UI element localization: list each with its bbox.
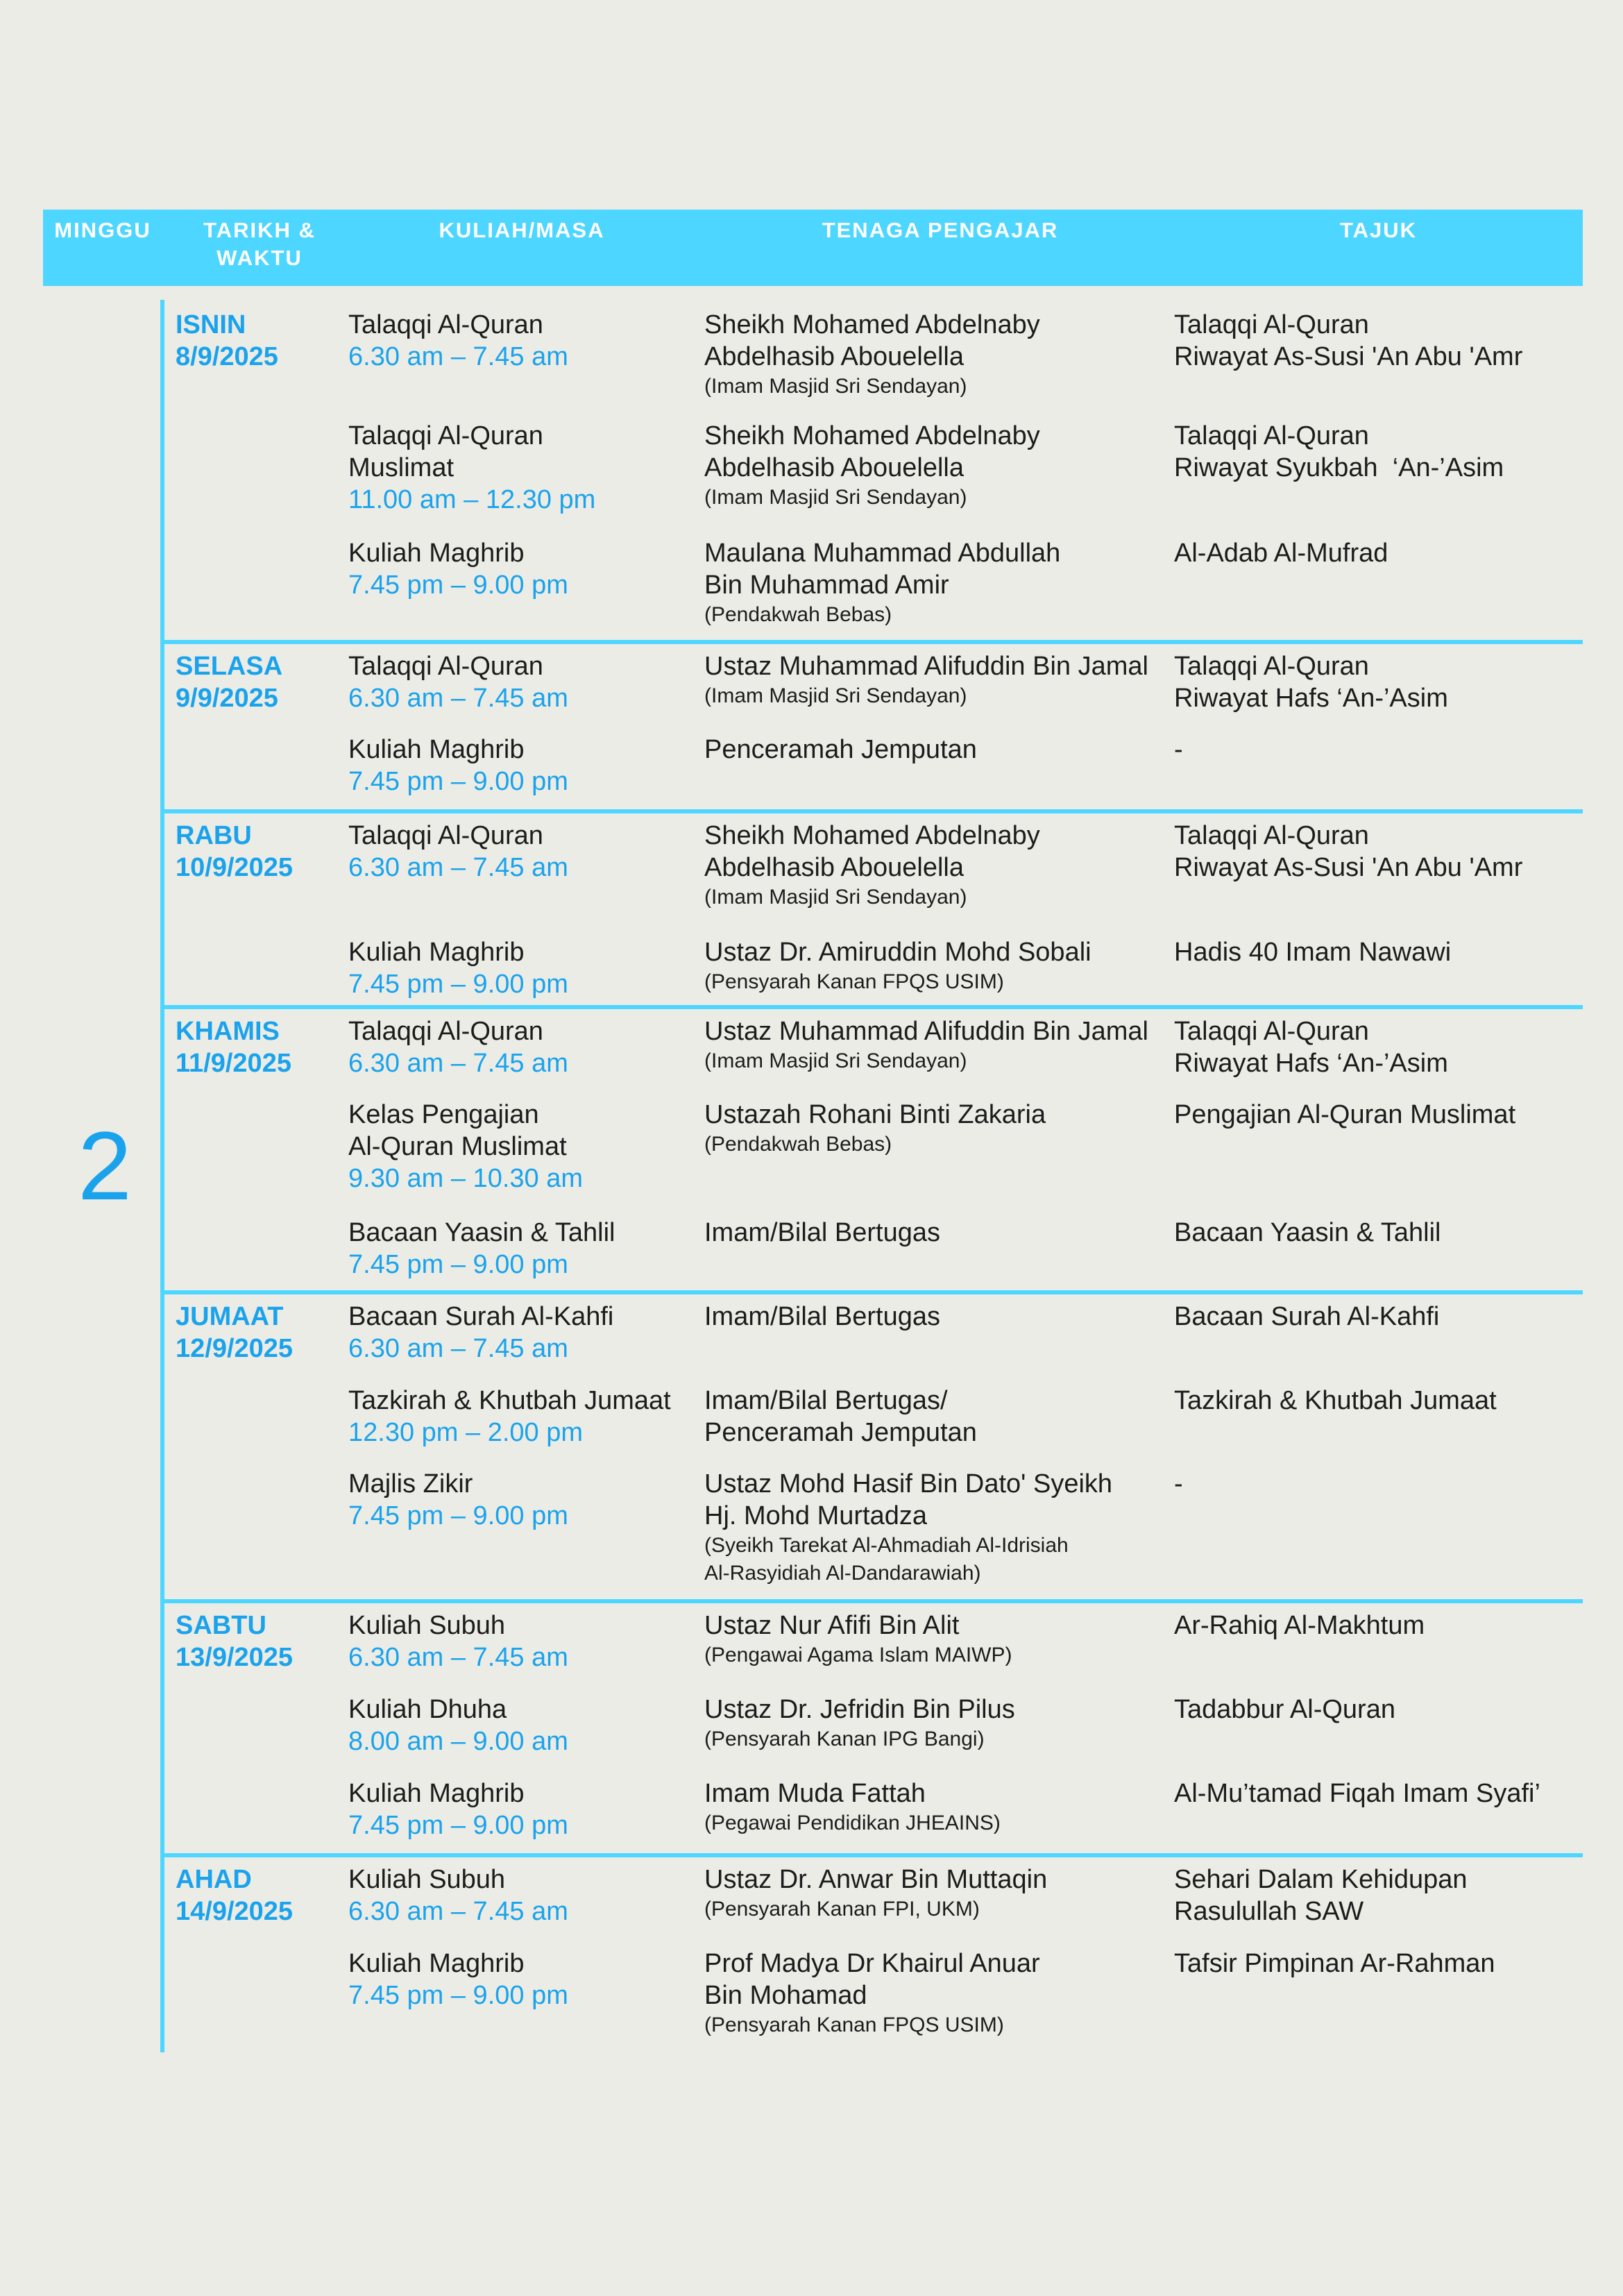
session-time: 6.30 am – 7.45 am: [348, 1643, 568, 1672]
session-pengajar: [704, 734, 1176, 766]
day-separator: [164, 1290, 1583, 1294]
session-kuliah: [348, 1099, 695, 1195]
kuliah-name: Talaqqi Al-Quran: [348, 310, 543, 339]
day-name: JUMAAT: [176, 1302, 284, 1331]
pengajar-note: (Pendakwah Bebas): [704, 1133, 892, 1156]
session-time: 6.30 am – 7.45 am: [348, 853, 568, 882]
pengajar-name: Abdelhasib Abouelella: [704, 853, 964, 882]
session-pengajar: [704, 1864, 1176, 1923]
tajuk-text: Talaqqi Al-Quran: [1174, 421, 1369, 450]
tajuk-text: Talaqqi Al-Quran: [1174, 652, 1369, 681]
pengajar-name: Imam/Bilal Bertugas: [704, 1302, 941, 1331]
pengajar-name: Sheikh Mohamed Abdelnaby: [704, 821, 1040, 850]
day-date: 9/9/2025: [176, 684, 278, 713]
session-pengajar: [704, 1694, 1176, 1753]
session-kuliah: [348, 936, 695, 1000]
pengajar-name: Ustaz Dr. Amiruddin Mohd Sobali: [704, 938, 1091, 967]
day-label: [176, 1015, 335, 1079]
tajuk-text: Tazkirah & Khutbah Jumaat: [1174, 1386, 1497, 1415]
day-date: 13/9/2025: [176, 1643, 294, 1672]
session-kuliah: [348, 1301, 695, 1365]
kuliah-name: Majlis Zikir: [348, 1469, 473, 1499]
kuliah-name: Talaqqi Al-Quran: [348, 652, 543, 681]
session-tajuk: [1174, 1610, 1577, 1641]
session-tajuk: [1174, 1301, 1577, 1333]
session-time: 6.30 am – 7.45 am: [348, 684, 568, 713]
kuliah-name: Kuliah Maghrib: [348, 1949, 525, 1978]
session-tajuk: [1174, 1099, 1577, 1131]
session-time: 7.45 pm – 9.00 pm: [348, 571, 568, 600]
session-time: 7.45 pm – 9.00 pm: [348, 767, 568, 796]
session-pengajar: [704, 420, 1176, 512]
pengajar-name: Ustaz Muhammad Alifuddin Bin Jamal: [704, 1017, 1148, 1046]
kuliah-name: Bacaan Surah Al-Kahfi: [348, 1302, 614, 1331]
tajuk-text: Riwayat Hafs ‘An-’Asim: [1174, 684, 1448, 713]
pengajar-name: Bin Mohamad: [704, 1981, 867, 2010]
pengajar-note: (Imam Masjid Sri Sendayan): [704, 684, 967, 707]
kuliah-name: Kuliah Maghrib: [348, 735, 525, 764]
day-label: [176, 1301, 335, 1365]
pengajar-note: (Pengawai Agama Islam MAIWP): [704, 1644, 1012, 1666]
session-pengajar: [704, 1301, 1176, 1333]
pengajar-name: Penceramah Jemputan: [704, 735, 977, 764]
session-tajuk: [1174, 1948, 1577, 1980]
day-name: AHAD: [176, 1865, 252, 1894]
kuliah-name: Kuliah Dhuha: [348, 1695, 507, 1724]
session-pengajar: [704, 1948, 1176, 2039]
session-time: 12.30 pm – 2.00 pm: [348, 1418, 583, 1447]
day-date: 12/9/2025: [176, 1334, 294, 1363]
tajuk-text: Talaqqi Al-Quran: [1174, 310, 1369, 339]
session-pengajar: [704, 1778, 1176, 1837]
session-pengajar: [704, 1099, 1176, 1158]
session-tajuk: [1174, 1694, 1577, 1725]
pengajar-note: Al-Rasyidiah Al-Dandarawiah): [704, 1562, 981, 1585]
session-tajuk: [1174, 1468, 1577, 1500]
session-kuliah: [348, 1694, 695, 1757]
day-separator: [164, 1005, 1583, 1009]
day-name: RABU: [176, 821, 252, 850]
tajuk-text: Hadis 40 Imam Nawawi: [1174, 938, 1452, 967]
session-kuliah: [348, 1864, 695, 1927]
pengajar-note: (Pendakwah Bebas): [704, 603, 892, 626]
session-time: 6.30 am – 7.45 am: [348, 342, 568, 371]
day-date: 11/9/2025: [176, 1049, 291, 1078]
kuliah-name: Muslimat: [348, 453, 454, 482]
session-time: 7.45 pm – 9.00 pm: [348, 1811, 568, 1840]
header-tarikh-line1: TARIKH &: [203, 218, 316, 242]
tajuk-text: Rasulullah SAW: [1174, 1897, 1364, 1926]
kuliah-name: Talaqqi Al-Quran: [348, 421, 543, 450]
session-kuliah: [348, 734, 695, 797]
session-kuliah: [348, 1778, 695, 1841]
day-date: 14/9/2025: [176, 1897, 294, 1926]
session-time: 7.45 pm – 9.00 pm: [348, 970, 568, 999]
header-tarikh-line2: WAKTU: [216, 246, 303, 270]
kuliah-name: Kuliah Maghrib: [348, 539, 525, 568]
tajuk-text: Al-Mu’tamad Fiqah Imam Syafi’: [1174, 1779, 1540, 1808]
week-number: 2: [78, 1111, 132, 1220]
pengajar-note: (Pensyarah Kanan FPI, UKM): [704, 1898, 980, 1921]
session-tajuk: [1174, 650, 1577, 714]
pengajar-name: Abdelhasib Abouelella: [704, 453, 964, 482]
day-separator: [164, 640, 1583, 644]
session-pengajar: [704, 1385, 1176, 1449]
header-tenaga: TENAGA PENGAJAR: [822, 218, 1059, 242]
pengajar-note: (Syeikh Tarekat Al-Ahmadiah Al-Idrisiah: [704, 1534, 1069, 1557]
kuliah-name: Talaqqi Al-Quran: [348, 821, 543, 850]
pengajar-name: Prof Madya Dr Khairul Anuar: [704, 1949, 1040, 1978]
session-pengajar: [704, 820, 1176, 911]
session-pengajar: [704, 1217, 1176, 1249]
session-time: 7.45 pm – 9.00 pm: [348, 1981, 568, 2010]
session-tajuk: [1174, 309, 1577, 373]
pengajar-name: Imam/Bilal Bertugas/: [704, 1386, 948, 1415]
day-label: [176, 1610, 335, 1673]
pengajar-note: (Pegawai Pendidikan JHEAINS): [704, 1812, 1001, 1834]
session-pengajar: [704, 309, 1176, 400]
session-tajuk: [1174, 936, 1577, 968]
pengajar-name: Sheikh Mohamed Abdelnaby: [704, 421, 1040, 450]
tajuk-text: Tafsir Pimpinan Ar-Rahman: [1174, 1949, 1495, 1978]
kuliah-name: Al-Quran Muslimat: [348, 1132, 567, 1161]
session-kuliah: [348, 1948, 695, 2011]
tajuk-text: -: [1174, 1469, 1183, 1499]
kuliah-name: Talaqqi Al-Quran: [348, 1017, 543, 1046]
session-pengajar: [704, 936, 1176, 996]
session-tajuk: [1174, 537, 1577, 569]
pengajar-name: Sheikh Mohamed Abdelnaby: [704, 310, 1040, 339]
kuliah-name: Kuliah Maghrib: [348, 1779, 525, 1808]
header-tajuk: TAJUK: [1339, 218, 1418, 242]
pengajar-name: Ustaz Dr. Jefridin Bin Pilus: [704, 1695, 1015, 1724]
pengajar-note: (Imam Masjid Sri Sendayan): [704, 1049, 967, 1072]
kuliah-name: Kuliah Subuh: [348, 1611, 506, 1640]
session-time: 7.45 pm – 9.00 pm: [348, 1250, 568, 1279]
pengajar-name: Imam Muda Fattah: [704, 1779, 926, 1808]
session-tajuk: [1174, 1217, 1577, 1249]
day-label: [176, 650, 335, 714]
session-tajuk: [1174, 734, 1577, 766]
day-name: KHAMIS: [176, 1017, 280, 1046]
tajuk-text: -: [1174, 735, 1183, 764]
session-time: 6.30 am – 7.45 am: [348, 1897, 568, 1926]
day-label: [176, 820, 335, 884]
pengajar-name: Imam/Bilal Bertugas: [704, 1218, 941, 1247]
session-pengajar: [704, 1468, 1176, 1587]
session-kuliah: [348, 1468, 695, 1532]
kuliah-name: Bacaan Yaasin & Tahlil: [348, 1218, 615, 1247]
session-time: 9.30 am – 10.30 am: [348, 1164, 583, 1193]
session-pengajar: [704, 1610, 1176, 1669]
day-date: 10/9/2025: [176, 853, 294, 882]
tajuk-text: Riwayat Syukbah ‘An-’Asim: [1174, 453, 1504, 482]
session-tajuk: [1174, 820, 1577, 884]
kuliah-name: Kuliah Maghrib: [348, 938, 525, 967]
pengajar-name: Penceramah Jemputan: [704, 1418, 977, 1447]
tajuk-text: Al-Adab Al-Mufrad: [1174, 539, 1388, 568]
tajuk-text: Riwayat As-Susi 'An Abu 'Amr: [1174, 342, 1523, 371]
pengajar-name: Bin Muhammad Amir: [704, 571, 949, 600]
session-tajuk: [1174, 1385, 1577, 1417]
pengajar-name: Hj. Mohd Murtadza: [704, 1501, 928, 1530]
schedule-header: [43, 210, 1583, 286]
tajuk-text: Riwayat Hafs ‘An-’Asim: [1174, 1049, 1448, 1078]
day-name: ISNIN: [176, 310, 246, 339]
day-date: 8/9/2025: [176, 342, 278, 371]
session-tajuk: [1174, 420, 1577, 484]
session-kuliah: [348, 309, 695, 373]
day-separator: [164, 809, 1583, 813]
header-tarikh: [175, 217, 344, 272]
kuliah-name: Kuliah Subuh: [348, 1865, 506, 1894]
day-name: SABTU: [176, 1611, 266, 1640]
session-time: 11.00 am – 12.30 pm: [348, 485, 596, 514]
pengajar-note: (Pensyarah Kanan FPQS USIM): [704, 970, 1004, 993]
session-time: 8.00 am – 9.00 am: [348, 1727, 568, 1756]
tajuk-text: Bacaan Surah Al-Kahfi: [1174, 1302, 1440, 1331]
header-minggu: MINGGU: [54, 218, 151, 242]
pengajar-name: Maulana Muhammad Abdullah: [704, 539, 1061, 568]
day-separator: [164, 1853, 1583, 1857]
pengajar-note: (Imam Masjid Sri Sendayan): [704, 375, 967, 398]
session-pengajar: [704, 650, 1176, 710]
pengajar-name: Ustazah Rohani Binti Zakaria: [704, 1100, 1046, 1129]
pengajar-name: Ustaz Nur Afifi Bin Alit: [704, 1611, 960, 1640]
day-label: [176, 309, 335, 373]
session-kuliah: [348, 1217, 695, 1281]
session-pengajar: [704, 537, 1176, 629]
pengajar-name: Ustaz Dr. Anwar Bin Muttaqin: [704, 1865, 1048, 1894]
session-kuliah: [348, 537, 695, 601]
session-tajuk: [1174, 1015, 1577, 1079]
session-kuliah: [348, 420, 695, 516]
day-name: SELASA: [176, 652, 283, 681]
pengajar-name: Abdelhasib Abouelella: [704, 342, 964, 371]
session-kuliah: [348, 1015, 695, 1079]
kuliah-name: Tazkirah & Khutbah Jumaat: [348, 1386, 671, 1415]
session-time: 7.45 pm – 9.00 pm: [348, 1501, 568, 1530]
pengajar-note: (Pensyarah Kanan IPG Bangi): [704, 1728, 985, 1750]
session-kuliah: [348, 1385, 695, 1449]
kuliah-name: Kelas Pengajian: [348, 1100, 539, 1129]
tajuk-text: Riwayat As-Susi 'An Abu 'Amr: [1174, 853, 1523, 882]
day-label: [176, 1864, 335, 1927]
session-kuliah: [348, 820, 695, 884]
session-kuliah: [348, 1610, 695, 1673]
tajuk-text: Tadabbur Al-Quran: [1174, 1695, 1395, 1724]
session-time: 6.30 am – 7.45 am: [348, 1049, 568, 1078]
header-kuliah: KULIAH/MASA: [439, 218, 605, 242]
timeline-line: [160, 300, 164, 2052]
pengajar-note: (Imam Masjid Sri Sendayan): [704, 886, 967, 909]
tajuk-text: Talaqqi Al-Quran: [1174, 1017, 1369, 1046]
day-separator: [164, 1599, 1583, 1603]
tajuk-text: Ar-Rahiq Al-Makhtum: [1174, 1611, 1425, 1640]
pengajar-name: Ustaz Mohd Hasif Bin Dato' Syeikh: [704, 1469, 1113, 1499]
tajuk-text: Pengajian Al-Quran Muslimat: [1174, 1100, 1516, 1129]
pengajar-name: Ustaz Muhammad Alifuddin Bin Jamal: [704, 652, 1148, 681]
session-tajuk: [1174, 1864, 1577, 1927]
pengajar-note: (Imam Masjid Sri Sendayan): [704, 486, 967, 509]
tajuk-text: Bacaan Yaasin & Tahlil: [1174, 1218, 1441, 1247]
tajuk-text: Talaqqi Al-Quran: [1174, 821, 1369, 850]
session-pengajar: [704, 1015, 1176, 1075]
session-tajuk: [1174, 1778, 1577, 1809]
tajuk-text: Sehari Dalam Kehidupan: [1174, 1865, 1468, 1894]
pengajar-note: (Pensyarah Kanan FPQS USIM): [704, 2014, 1004, 2036]
session-kuliah: [348, 650, 695, 714]
session-time: 6.30 am – 7.45 am: [348, 1334, 568, 1363]
